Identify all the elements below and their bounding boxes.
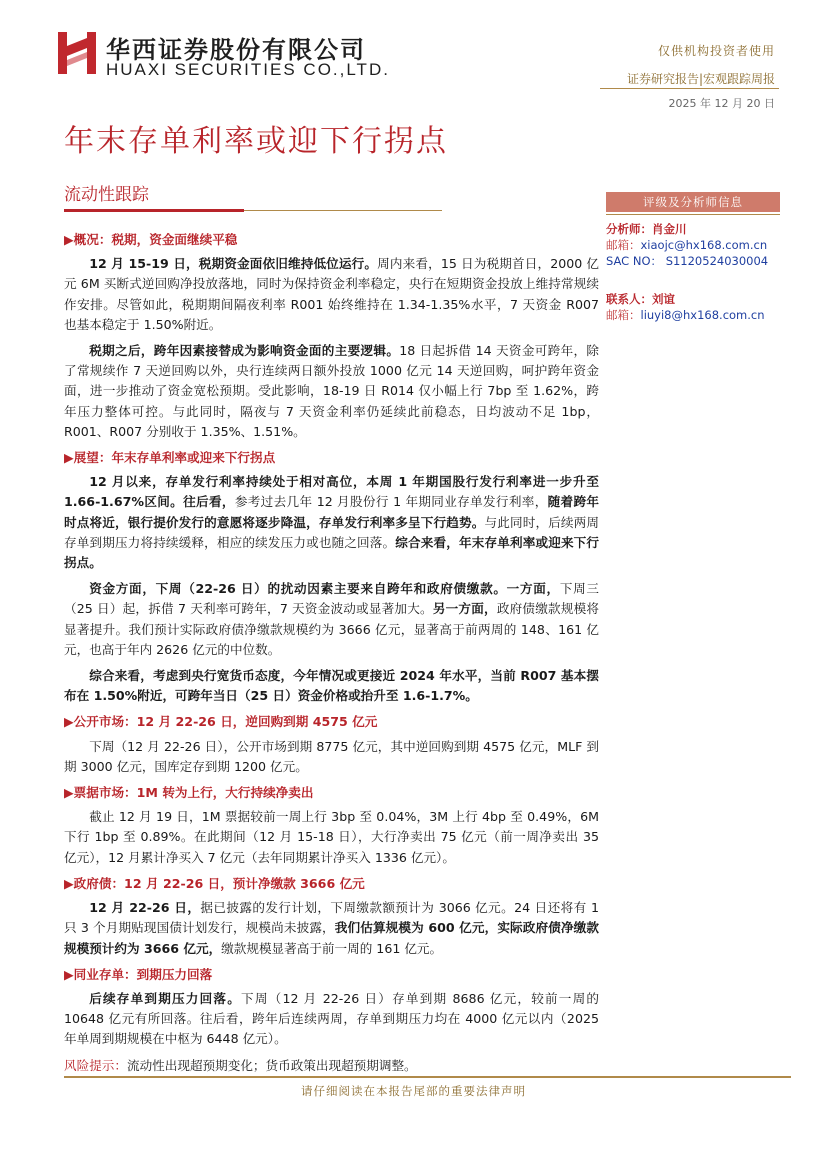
company-name-cn: 华西证券股份有限公司	[106, 35, 366, 64]
paragraph-8: 12 月 22-26 日，据已披露的发行计划，下周缴款额预计为 3066 亿元。24 日还将有 1 只 3 个月期贴现国债计划发行，规模尚未披露，我们估算规模为 600 亿元，实际政府债净缴款规模预计约为 3666 亿元，缴款规模显著高于前一周的 161 亿元。	[64, 900, 599, 956]
section-title-bill-market: ▶票据市场：1M 转为上行，大行持续净卖出	[64, 785, 314, 801]
paragraph-2: 税期之后，跨年因素接替成为影响资金面的主要逻辑。18 日起拆借 14 天资金可跨年，除了常规续作 7 天逆回购以外，央行连续两日额外投放 1000 亿元 14 天逆回购，呵护跨年资金面，进一步推动了资金宽松预期。受此影响，18-19 日 R014 仅小幅上行 7bp 至 1.62%，跨年压力整体可控。与此同时，隔夜与 7 天资金利率仍延续此前稳态，日均波动不足 1bp，R001、R007 分别收于 1.35%、1.51%。	[64, 343, 600, 439]
paragraph-6: 下周（12 月 22-26 日），公开市场到期 8775 亿元，其中逆回购到期 4575 亿元，MLF 到期 3000 亿元，国库定存到期 1200 亿元。	[64, 738, 599, 774]
contact-name: 联系人：刘谊	[606, 292, 675, 306]
legal-disclaimer-note: 请仔细阅读在本报告尾部的重要法律声明	[301, 1084, 526, 1098]
section-title-overview: ▶概况：税期，资金面继续平稳	[64, 232, 238, 247]
paragraph-1: 12 月 15-19 日，税期资金面依旧维持低位运行。周内来看，15 日为税期首日，2000 亿元 6M 买断式逆回购净投放落地，同时为保持资金利率稳定，央行在短期资金投放上维持常规续作安排。尽管如此，税期期间隔夜利率 R001 始终维持在 1.34-1.35%水平，7 天资金 R007 也基本稳定于 1.50%附近。	[64, 256, 599, 332]
analyst-sac-number: SAC NO： S1120524030004	[606, 254, 769, 268]
paragraph-9: 后续存单到期压力回落。下周（12 月 22-26 日）存单到期 8686 亿元，较前一周的 10648 亿元有所回落。往后看，跨年后连续两周，存单到期压力均在 4000 亿元以内（2025 年单周到期规模在中枢为 6448 亿元）。	[64, 990, 600, 1047]
sidebar-divider	[606, 214, 780, 215]
section-title-open-market: ▶公开市场：12 月 22-26 日，逆回购到期 4575 亿元	[64, 714, 378, 730]
analyst-name: 分析师：肖金川	[606, 222, 687, 236]
contact-email[interactable]: 邮箱：liuyi8@hx168.com.cn	[606, 308, 765, 322]
report-category: 证券研究报告|宏观跟踪周报	[626, 72, 775, 86]
section-title-government-bonds: ▶政府债：12 月 22-26 日，预计净缴款 3666 亿元	[64, 875, 365, 891]
analyst-sidebar	[606, 192, 780, 323]
paragraph-4: 资金方面，下周（22-26 日）的扰动因素主要来自跨年和政府债缴款。一方面，下周三（25 日）起，拆借 7 天利率可跨年，7 天资金波动或显著加大。另一方面，政府债缴款规模将显著提升。我们预计实际政府债净缴款规模约为 3666 亿元，显著高于前两周的 148、161 亿元，也高于年内 2626 亿元的中位数。	[64, 581, 600, 657]
footer-divider	[64, 1076, 791, 1078]
report-body	[64, 228, 599, 1076]
company-name-en: HUAXI SECURITIES CO.,LTD.	[106, 60, 390, 79]
report-date: 2025 年 12 月 20 日	[668, 97, 775, 110]
huaxi-logo-icon	[56, 28, 98, 78]
subtitle-underline	[64, 209, 244, 212]
sidebar-heading: 评级及分析师信息	[606, 192, 780, 212]
section-title-outlook: ▶展望：年末存单利率或迎来下行拐点	[64, 450, 276, 466]
audience-note: 仅供机构投资者使用	[657, 44, 775, 58]
analyst-email[interactable]: 邮箱：xiaojc@hx168.com.cn	[606, 238, 768, 252]
report-title: 年末存单利率或迎下行拐点	[64, 124, 448, 159]
paragraph-5: 综合来看，考虑到央行宽货币态度，今年情况或更接近 2024 年水平，当前 R007 基本摆布在 1.50%附近，可跨年当日（25 日）资金价格或抬升至 1.6-1.7%。	[64, 668, 599, 704]
subtitle-rule	[244, 210, 442, 211]
header-divider	[600, 88, 779, 89]
section-title-interbank-cds: ▶同业存单：到期压力回落	[64, 966, 213, 982]
paragraph-7: 截止 12 月 19 日，1M 票据较前一周上行 3bp 至 0.04%，3M 上行 4bp 至 0.49%，6M 下行 1bp 至 0.89%。在此期间（12 月 15-18 日），大行净卖出 75 亿元（前一周净卖出 35 亿元），12 月累计净买入 7 亿元（去年同期累计净买入 1336 亿元）。	[64, 809, 599, 865]
report-subtitle: 流动性跟踪	[64, 185, 149, 205]
paragraph-3: 12 月以来，存单发行利率持续处于相对高位，本周 1 年期国股行发行利率进一步升至 1.66-1.67%区间。往后看，参考过去几年 12 月股份行 1 年期同业存单发行利率，随着跨年时点将近，银行提价发行的意愿将逐步降温，存单发行利率多呈下行趋势。与此同时，后续两周存单到期压力将持续缓释，相应的续发压力或也随之回落。综合来看，年末存单利率或迎来下行拐点。	[64, 474, 600, 571]
risk-warning: 风险提示：流动性出现超预期变化；货币政策出现超预期调整。	[64, 1057, 417, 1073]
